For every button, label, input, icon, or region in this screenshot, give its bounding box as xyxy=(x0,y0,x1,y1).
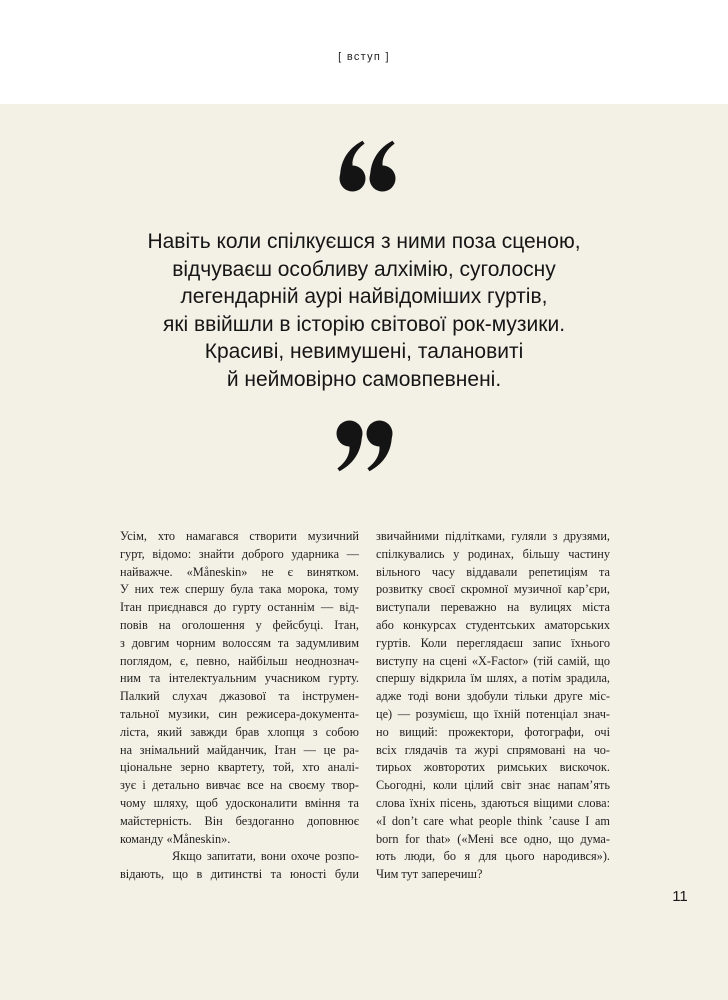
body-line: ють люди, бо я для цього народився»). xyxy=(376,849,610,864)
body-line: виступали переважно на вулицях міста xyxy=(376,600,610,615)
page-number: 11 xyxy=(672,888,688,905)
body-line: Чим тут заперечиш? xyxy=(376,867,483,882)
body-line: поглядом, є, певно, найбільш неоднознач- xyxy=(120,653,359,668)
pull-quote-line: Красиві, невимушені, талановиті xyxy=(204,340,524,364)
body-column-right xyxy=(376,528,610,884)
body-line: на знімальний майданчик, Ітан — це ра- xyxy=(120,742,359,757)
body-line: спершу відкрила їм шлях, а потім зрадила, xyxy=(376,671,610,686)
pull-quote-line: Навіть коли спілкуєшся з ними поза сценою, xyxy=(147,230,581,253)
body-line: вільного часу віддавали репетиціям та xyxy=(376,564,610,579)
body-line: Якщо запитати, вони охоче розпо- xyxy=(172,849,359,864)
body-line: відають, що в дитинстві та юності були xyxy=(120,867,359,882)
body-line: це) — розумієш, що їхній потенціал знач- xyxy=(376,706,610,721)
pull-quote-line: відчуваєш особливу алхімію, суголосну xyxy=(172,257,556,281)
body-line: «I don’t care what people think ’cause I am xyxy=(376,813,610,828)
body-line: звичайними підлітками, гуляли з друзями, xyxy=(376,529,610,543)
body-line: гурт, відомо: знайти доброго ударника — xyxy=(120,546,359,561)
body-line: У них теж спершу була така морока, тому xyxy=(120,582,359,597)
body-line: гуртів. Коли переглядаєш запис їхнього xyxy=(376,635,610,650)
body-line: Ітан приєднався до гурту останнім — від- xyxy=(120,600,359,615)
body-line: ліста, який завжди брав хлопця з собою xyxy=(120,724,359,739)
body-line: виступу на сцені «X-Factor» (тій самій, що xyxy=(376,653,610,668)
body-line: спілкувались у родинах, більшу частину xyxy=(376,546,610,561)
body-line: повів на оголошення у фейсбуці. Ітан, xyxy=(120,617,359,632)
body-line: адже тоді вони здобули тільки друге міс- xyxy=(376,689,610,704)
closing-quote-mark-icon xyxy=(335,418,393,472)
body-line: розвитку своєї скромної музичної кар’єри, xyxy=(376,582,610,597)
body-line: но вищий: прожектори, фотографи, очі xyxy=(376,724,610,739)
body-line: чому шляху, щоб удосконалити вміння та xyxy=(120,795,359,810)
opening-quote-mark-icon xyxy=(339,140,397,194)
body-line: зує і детально вивчає все на своєму твор- xyxy=(120,778,359,793)
body-line: найважче. «Måneskin» не є винятком. xyxy=(120,564,359,579)
body-line: Палкий слухач джазової та інструмен- xyxy=(120,689,359,704)
body-line: ціональне зерно квартету, той, хто аналі- xyxy=(120,760,359,775)
body-line: команду «Måneskin». xyxy=(120,831,231,846)
pull-quote-line: й неймовірно самовпевнені. xyxy=(226,367,502,391)
section-label: [ вступ ] xyxy=(338,51,390,63)
body-line: з довгим чорним волоссям та задумливим xyxy=(120,635,359,650)
body-line: або конкурсах студентських аматорських xyxy=(376,617,610,632)
body-line: Сьогодні, коли цілий світ знає напам’ять xyxy=(376,778,610,793)
body-line: Усім, хто намагався створити музичний xyxy=(120,529,359,543)
body-line: тальної музики, син режисера-документа- xyxy=(120,706,359,721)
body-line: тирьох жовторотих римських вискочок. xyxy=(376,760,610,775)
body-line: слова їхніх пісень, здаються віщими слова: xyxy=(376,795,610,810)
pull-quote-line: які ввійшли в історію світової рок-музики. xyxy=(162,312,566,336)
body-line: ним та інтелектуальним учасником гурту. xyxy=(120,671,359,686)
body-line: born for that» («Мені все одно, що дума- xyxy=(376,831,610,846)
body-line: майстерність. Він бездоганно доповнює xyxy=(120,813,359,828)
pull-quote-line: легендарній аурі найвідоміших гуртів, xyxy=(180,285,548,309)
body-column-left xyxy=(120,528,359,884)
body-line: всіх глядачів та журі спрямовані на чо- xyxy=(376,742,610,757)
pull-quote xyxy=(44,228,684,394)
